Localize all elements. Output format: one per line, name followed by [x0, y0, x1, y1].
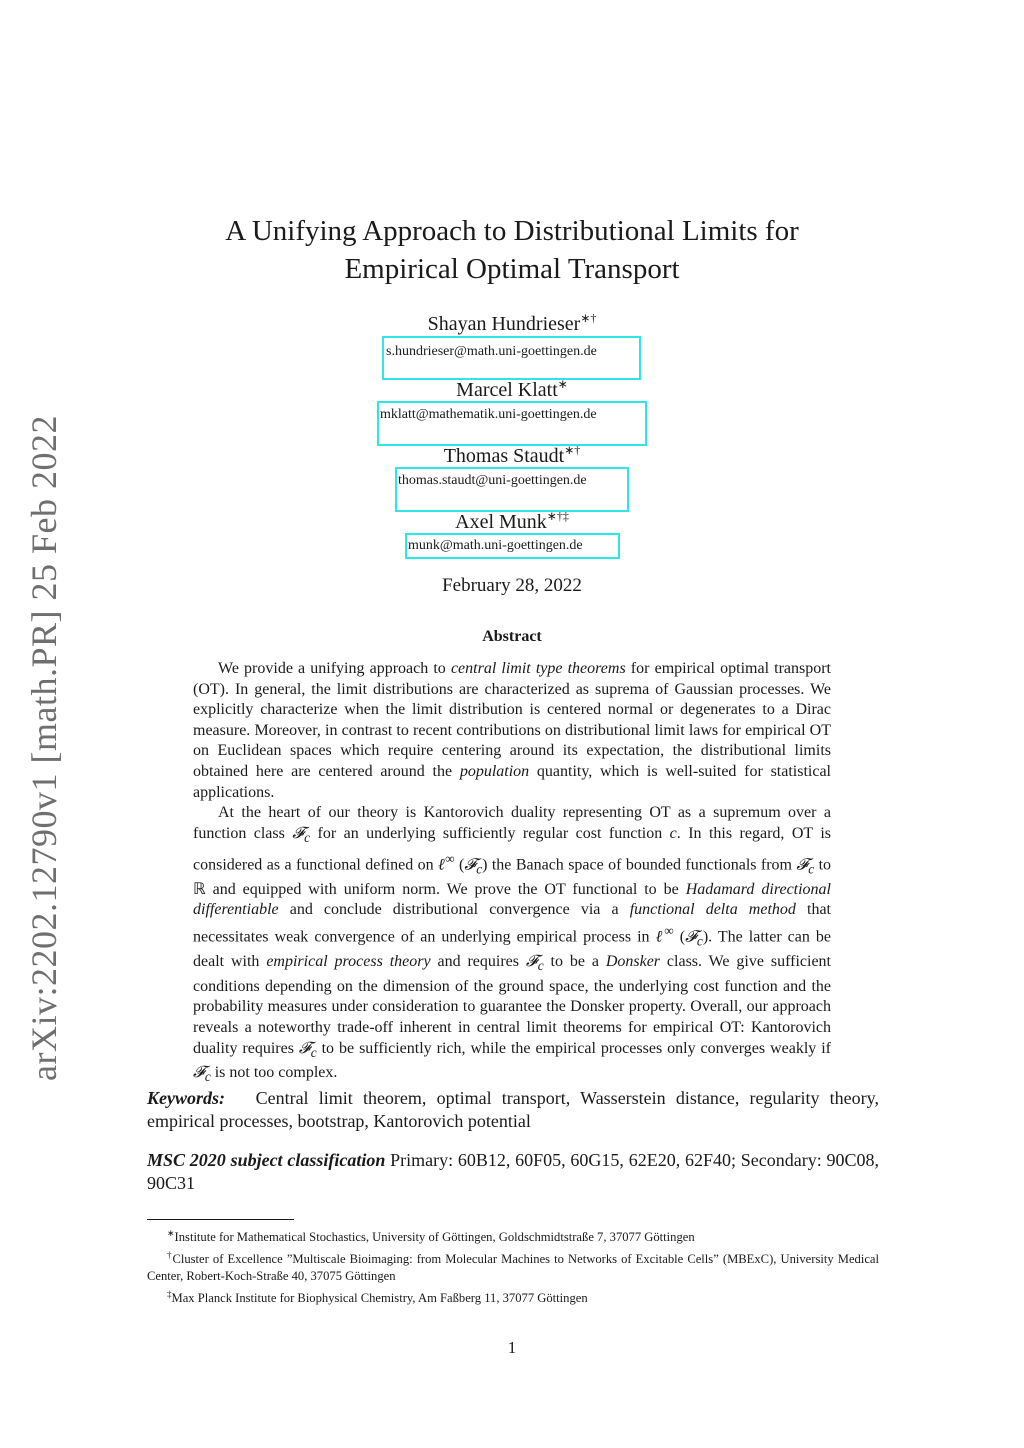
msc-label: MSC 2020 subject classification	[147, 1150, 386, 1170]
keywords-label: Keywords:	[147, 1088, 225, 1108]
author-4-email-link[interactable]	[405, 533, 620, 559]
abstract-paragraph-2	[193, 803, 831, 1088]
emphasis: central limit type theorems	[450, 660, 626, 677]
msc-classification	[147, 1149, 879, 1195]
text-run: ) the Banach space of bounded functionals from	[482, 855, 797, 873]
abstract-heading: Abstract	[482, 628, 542, 645]
math-subscript: c	[304, 829, 311, 845]
footnote-text: Institute for Mathematical Stochastics, University of Göttingen, Goldschmidtstraße 7, 37077 Göttingen	[174, 1230, 695, 1244]
author-2-email-link[interactable]	[377, 401, 647, 446]
author-3-email[interactable]: thomas.staudt@uni-goettingen.de	[398, 473, 587, 488]
text-run: to be a	[543, 952, 606, 970]
math-superscript: ∞	[445, 850, 455, 866]
text-run: is not too complex.	[210, 1064, 338, 1082]
author-4-affil-marks: ∗†‡	[546, 509, 569, 523]
text-run: class. We give sufficient conditions depending on the dimension of the ground space, the underlying cost function and the probability measures under consideration to guarantee the Donsker property. Overall, our approach reveals a noteworthy trade-off inherent in central limit theorems for empirical OT: Kantorovich duality requires	[193, 952, 831, 1057]
math-symbol: 𝓕	[464, 855, 477, 873]
footnote-text: Cluster of Excellence ”Multiscale Bioimaging: from Molecular Machines to Networks of Excitable Cells” (MBExC), University Medical Center, Robert-Koch-Straße 40, 37075 Göttingen	[147, 1251, 880, 1283]
math-symbol: 𝓕	[525, 952, 538, 970]
footnote-text: Max Planck Institute for Biophysical Chemistry, Am Faßberg 11, 37077 Göttingen	[171, 1290, 588, 1305]
abstract-body	[193, 659, 831, 1088]
title-line-2: Empirical Optimal Transport	[344, 253, 680, 285]
msc-text: Primary: 60B12, 60F05, 60G15, 62E20, 62F40; Secondary: 90C08, 90C31	[147, 1150, 880, 1193]
emphasis: Donsker	[605, 952, 661, 970]
math-symbol: 𝓕	[292, 824, 305, 842]
math-symbol: 𝓕	[796, 855, 809, 873]
text-run: that necessitates weak convergence of an underlying empirical process in	[193, 901, 832, 946]
emphasis: functional delta method	[629, 901, 796, 919]
author-2-affil-marks: ∗	[557, 377, 568, 391]
author-1-email[interactable]: s.hundrieser@math.uni-goettingen.de	[386, 344, 597, 359]
footnote-1	[147, 1225, 879, 1247]
author-2-name: Marcel Klatt	[456, 379, 558, 401]
text-run: At the heart of our theory is Kantorovich duality representing OT as a supremum over a function class	[193, 804, 831, 842]
author-4-name: Axel Munk	[455, 511, 547, 533]
keywords-section	[147, 1087, 879, 1133]
math-subscript: c	[204, 1069, 211, 1085]
math-symbol: 𝓕	[193, 1064, 205, 1082]
emphasis: population	[459, 762, 530, 780]
author-1-affil-marks: ∗†	[580, 311, 597, 325]
math-subscript: c	[696, 933, 703, 949]
emphasis: Hadamard directional differentiable	[193, 880, 832, 919]
footnotes	[147, 1225, 879, 1307]
text-run: We provide a unifying approach to	[218, 660, 451, 677]
math-symbol: c	[669, 824, 677, 842]
footnote-mark: ‡	[167, 1288, 172, 1299]
math-symbol: ℓ	[438, 855, 446, 873]
title-line-1: A Unifying Approach to Distributional Limits for	[225, 215, 799, 247]
text-run: . In this regard, OT is considered as a functional defined on	[193, 824, 832, 873]
text-run: quantity, which is well-suited for statistical applications.	[193, 762, 832, 801]
author-4-email[interactable]: munk@math.uni-goettingen.de	[408, 538, 583, 553]
emphasis: empirical process theory	[266, 952, 431, 970]
text-run: to be sufficiently rich, while the empirical processes only converges weakly if	[316, 1039, 832, 1057]
text-run: (	[454, 855, 465, 873]
author-2-email[interactable]: mklatt@mathematik.uni-goettingen.de	[380, 407, 597, 422]
arxiv-side-stamp: arXiv:2202.12790v1 [math.PR] 25 Feb 2022	[24, 415, 64, 1081]
text-run: for empirical optimal transport (OT). In general, the limit distributions are characterized as suprema of Gaussian processes. We explicitly characterize when the limit distribution is centered normal or degenerates to a Dirac measure. Moreover, in contrast to recent contributions on distributional limit laws for empirical OT on Euclidean spaces which require centering around its expectation, the distributional limits obtained here are centered around the	[193, 660, 832, 780]
math-subscript: c	[310, 1044, 317, 1060]
footnote-3	[147, 1286, 879, 1308]
keywords-text: Central limit theorem, optimal transport, Wasserstein distance, regularity theory, empirical processes, bootstrap, Kantorovich potential	[147, 1088, 879, 1131]
author-1-name: Shayan Hundrieser	[427, 313, 581, 335]
author-1-email-link[interactable]	[382, 336, 641, 380]
text-run: and conclude distributional convergence via a	[278, 901, 630, 919]
math-symbol: 𝓕	[685, 928, 697, 946]
publication-date: February 28, 2022	[442, 575, 582, 596]
author-1	[212, 311, 812, 336]
math-subscript: c	[808, 861, 815, 877]
math-subscript: c	[476, 861, 483, 877]
text-run: and requires	[430, 952, 526, 970]
math-subscript: c	[537, 958, 544, 974]
text-run: for an underlying sufficiently regular cost function	[310, 824, 670, 842]
text-run: ). The latter can be dealt with	[193, 928, 831, 970]
math-symbol: 𝓕	[298, 1039, 311, 1057]
author-3-affil-marks: ∗†	[564, 443, 581, 457]
footnote-2	[147, 1247, 879, 1286]
author-2	[212, 377, 812, 402]
footnote-mark: ∗	[167, 1228, 175, 1238]
author-4	[212, 509, 812, 534]
author-3-name: Thomas Staudt	[443, 445, 565, 467]
text-run: to ℝ and equipped with uniform norm. We prove the OT functional to be	[193, 855, 832, 898]
abstract-paragraph-1	[193, 659, 831, 803]
footnote-mark: †	[167, 1249, 173, 1260]
math-superscript: ∞	[664, 922, 674, 938]
paper-title	[150, 212, 874, 288]
math-symbol: ℓ	[655, 928, 665, 946]
author-3	[212, 443, 812, 468]
page-number: 1	[507, 1338, 517, 1357]
footnote-rule	[147, 1219, 294, 1220]
author-3-email-link[interactable]	[395, 467, 629, 512]
text-run: (	[673, 928, 686, 946]
